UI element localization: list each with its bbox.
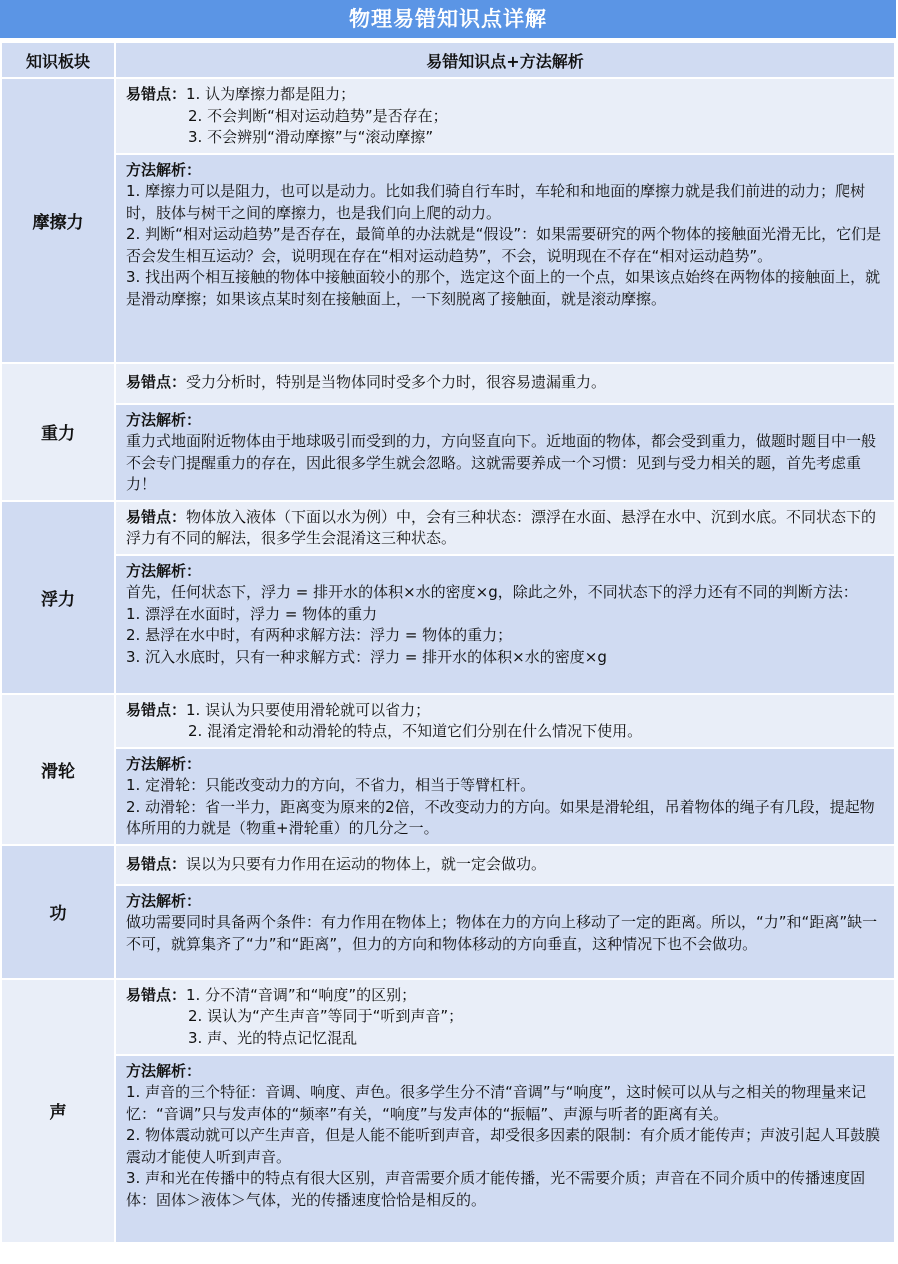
- method-text: 1. 摩擦力可以是阻力，也可以是动力。比如我们骑自行车时，车轮和和地面的摩擦力就是我们前进的动力；爬树时，肢体与树干之间的摩擦力，也是我们向上爬的动力。: [126, 182, 866, 222]
- mistake-cell: [115, 979, 895, 1055]
- method-label: 方法解析：: [126, 891, 202, 910]
- mistake-cell: [115, 845, 895, 885]
- method-text: 1. 声音的三个特征：音调、响度、声色。很多学生分不清“音调”与“响度”，这时候可以从与之相关的物理量来记忆：“音调”只与发声体的“频率”有关，“响度”与发声体的“振幅”、声源与听者的距离有关。: [126, 1083, 867, 1123]
- header-topic: 知识板块: [1, 42, 115, 78]
- method-text: 3. 沉入水底时，只有一种求解方式：浮力 = 排开水的体积×水的密度×g: [126, 647, 607, 666]
- mistake-text: 2. 误认为“产生声音”等同于“听到声音”；: [188, 1007, 464, 1025]
- method-text: 3. 找出两个相互接触的物体中接触面较小的那个，选定这个面上的一个点，如果该点始终在两物体的接触面上，就是滑动摩擦；如果该点某时刻在接触面上，一下刻脱离了接触面，就是滚动摩擦。: [126, 268, 881, 308]
- mistake-text: 3. 声、光的特点记忆混乱: [188, 1028, 358, 1047]
- mistake-label: 易错点：: [126, 372, 187, 391]
- method-label: 方法解析：: [126, 754, 202, 773]
- method-text: 3. 声和光在传播中的特点有很大区别，声音需要介质才能传播，光不需要介质；声音在不同介质中的传播速度固体：固体＞液体＞气体，光的传播速度恰恰是相反的。: [126, 1169, 866, 1209]
- topic-cell: 摩擦力: [1, 78, 115, 363]
- method-label: 方法解析：: [126, 561, 202, 580]
- mistake-cell: [115, 363, 895, 404]
- method-text: 1. 漂浮在水面时，浮力 = 物体的重力: [126, 604, 378, 623]
- method-text: 首先，任何状态下，浮力 = 排开水的体积×水的密度×g，除此之外，不同状态下的浮力还有不同的判断方法：: [126, 583, 858, 601]
- table-row: [1, 555, 895, 694]
- method-cell: [115, 885, 895, 979]
- table-row: [1, 1055, 895, 1243]
- mistake-text: 1. 误认为只要使用滑轮就可以省力；: [186, 700, 431, 719]
- method-cell: [115, 154, 895, 363]
- table-row: [1, 885, 895, 979]
- mistake-label: 易错点：: [126, 854, 187, 873]
- method-text: 2. 物体震动就可以产生声音，但是人能不能听到声音，却受很多因素的限制：有介质才能传声；声波引起人耳鼓膜震动才能使人听到声音。: [126, 1126, 881, 1166]
- mistake-text: 2. 不会判断“相对运动趋势”是否存在；: [188, 106, 448, 125]
- method-text: 重力式地面附近物体由于地球吸引而受到的力，方向竖直向下。近地面的物体，都会受到重力，做题时题目中一般不会专门提醒重力的存在，因此很多学生就会忽略。这就需要养成一个习惯：见到与受力相关的题，首先考虑重力！: [126, 432, 877, 493]
- mistake-text: 3. 不会辨别“滑动摩擦”与“滚动摩擦”: [188, 128, 434, 146]
- method-label: 方法解析：: [126, 410, 202, 429]
- method-cell: [115, 555, 895, 694]
- table-header-row: [1, 42, 895, 78]
- topic-cell: 声: [1, 979, 115, 1243]
- method-label: 方法解析：: [126, 1061, 202, 1080]
- table-row: [1, 363, 895, 404]
- method-label: 方法解析：: [126, 160, 202, 179]
- topic-cell: 浮力: [1, 501, 115, 694]
- table-row: [1, 78, 895, 154]
- topic-cell: 重力: [1, 363, 115, 501]
- mistake-text: 物体放入液体（下面以水为例）中，会有三种状态：漂浮在水面、悬浮在水中、沉到水底。不同状态下的浮力有不同的解法，很多学生会混淆这三种状态。: [126, 507, 877, 547]
- knowledge-table: [0, 41, 896, 1244]
- topic-cell: 滑轮: [1, 694, 115, 845]
- mistake-label: 易错点：: [126, 700, 187, 719]
- method-cell: [115, 1055, 895, 1243]
- topic-cell: 功: [1, 845, 115, 979]
- mistake-label: 易错点：: [126, 85, 187, 103]
- mistake-text: 误以为只要有力作用在运动的物体上，就一定会做功。: [186, 854, 547, 873]
- table-row: [1, 154, 895, 363]
- table-row: [1, 845, 895, 885]
- mistake-label: 易错点：: [126, 985, 187, 1004]
- mistake-cell: [115, 694, 895, 748]
- mistake-text: 1. 分不清“音调”和“响度”的区别；: [186, 985, 417, 1004]
- method-text: 2. 判断“相对运动趋势”是否存在，最简单的办法就是“假设”：如果需要研究的两个物体的接触面光滑无比，它们是否会发生相互运动？会，说明现在存在“相对运动趋势”，不会，说明现在不存在“相对运动趋势”。: [126, 225, 882, 265]
- mistake-label: 易错点：: [126, 507, 187, 526]
- mistake-cell: [115, 501, 895, 555]
- mistake-text: 2. 混淆定滑轮和动滑轮的特点，不知道它们分别在什么情况下使用。: [188, 722, 643, 740]
- table-row: [1, 501, 895, 555]
- mistake-cell: [115, 78, 895, 154]
- method-cell: [115, 748, 895, 845]
- method-text: 做功需要同时具备两个条件：有力作用在物体上；物体在力的方向上移动了一定的距离。所以，“力”和“距离”缺一不可，就算集齐了“力”和“距离”，但力的方向和物体移动的方向垂直，这种情况下也不会做功。: [126, 913, 878, 953]
- method-text: 2. 悬浮在水中时，有两种求解方法：浮力 = 物体的重力；: [126, 626, 513, 644]
- header-content: 易错知识点+方法解析: [115, 42, 895, 78]
- mistake-text: 1. 认为摩擦力都是阻力；: [186, 85, 356, 103]
- table-row: [1, 404, 895, 501]
- mistake-text: 受力分析时，特别是当物体同时受多个力时，很容易遗漏重力。: [186, 372, 607, 391]
- method-text: 1. 定滑轮：只能改变动力的方向，不省力，相当于等臂杠杆。: [126, 776, 536, 794]
- page-title: 物理易错知识点详解: [0, 0, 896, 38]
- method-text: 2. 动滑轮：省一半力，距离变为原来的2倍，不改变动力的方向。如果是滑轮组，吊着物体的绳子有几段，提起物体所用的力就是（物重+滑轮重）的几分之一。: [126, 797, 875, 837]
- method-cell: [115, 404, 895, 501]
- table-row: [1, 694, 895, 748]
- table-row: [1, 748, 895, 845]
- table-row: [1, 979, 895, 1055]
